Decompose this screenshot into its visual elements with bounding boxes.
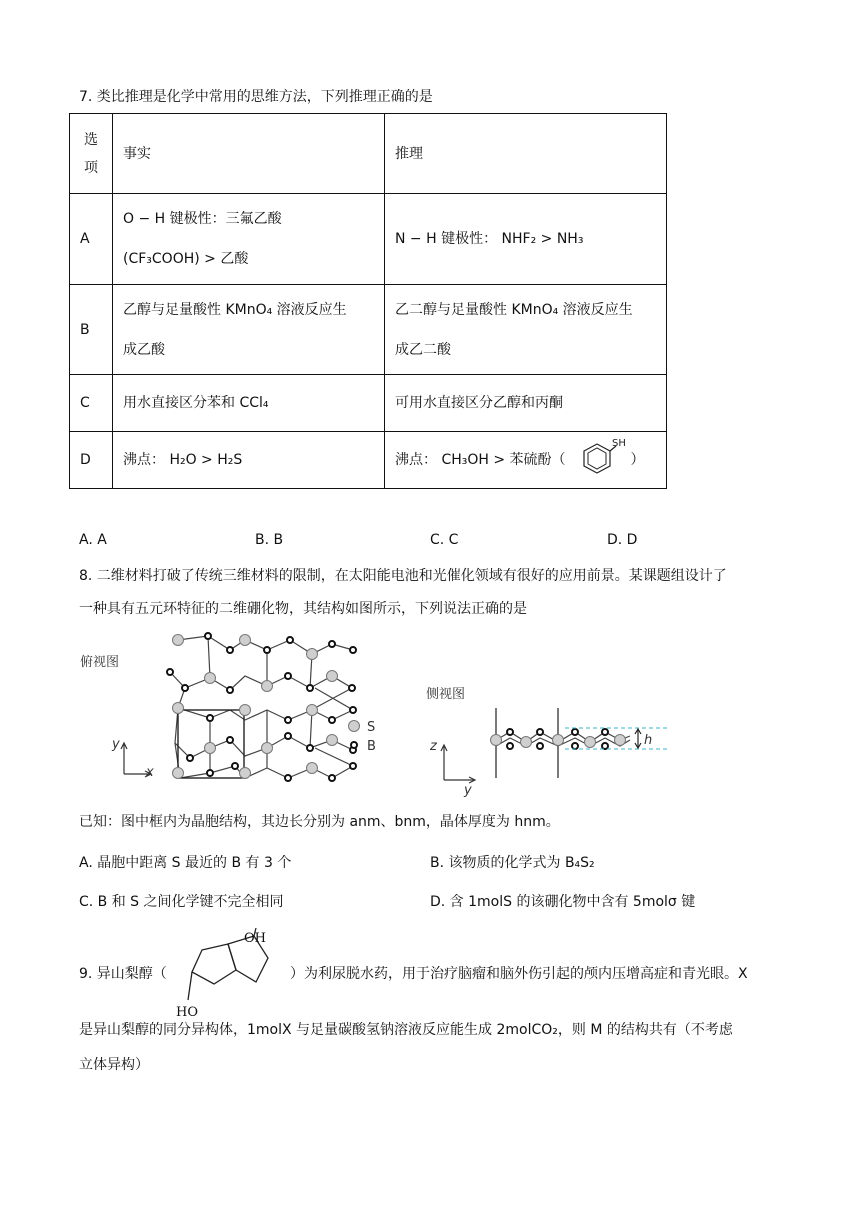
row-d-fact: 沸点： H₂O > H₂S xyxy=(113,432,385,489)
q9-line3: 立体异构） xyxy=(79,1057,149,1073)
row-c-inference: 可用水直接区分乙醇和丙酮 xyxy=(385,375,667,432)
q7-choice-c: C. C xyxy=(430,532,459,548)
row-b-option: B xyxy=(70,285,113,375)
ho-bottom-label: HO xyxy=(176,1005,198,1020)
side-axis-y: y xyxy=(464,783,472,798)
top-axis-x: x xyxy=(146,765,154,780)
q8-choice-a: A. 晶胞中距离 S 最近的 B 有 3 个 xyxy=(79,855,292,871)
q8-known: 已知：图中框内为晶胞结构，其边长分别为 anm、bnm，晶体厚度为 hnm。 xyxy=(79,814,560,830)
q8-choice-d: D. 含 1molS 的该硼化物中含有 5molσ 键 xyxy=(430,894,696,910)
legend-b-marker xyxy=(351,742,357,748)
top-view-lattice xyxy=(170,636,353,778)
sh-label: SH xyxy=(612,438,626,449)
row-c-fact: 用水直接区分苯和 CCl₄ xyxy=(113,375,385,432)
side-view-axes xyxy=(441,745,475,783)
boride-structure-figure xyxy=(70,628,690,798)
thiophenol-structure-icon xyxy=(570,437,626,483)
legend-b-label: B xyxy=(367,739,376,754)
row-c-option: C xyxy=(70,375,113,432)
header-option: 选 项 xyxy=(70,114,113,194)
header-fact: 事实 xyxy=(113,114,385,194)
row-a-fact: O − H 键极性：三氟乙酸 (CF₃COOH) > 乙酸 xyxy=(113,194,385,285)
row-d-inference: 沸点： CH₃OH > 苯硫酚（ SH ） xyxy=(385,432,667,489)
oh-top-label: OH xyxy=(244,931,266,946)
top-axis-y: y xyxy=(112,737,120,752)
q7-choice-b: B. B xyxy=(255,532,284,548)
top-view-label: 俯视图 xyxy=(80,655,120,670)
thickness-h-label: h xyxy=(644,733,653,748)
q8-choice-b: B. 该物质的化学式为 B₄S₂ xyxy=(430,855,595,871)
q9-stem-pre: 9. 异山梨醇（ xyxy=(79,966,167,982)
q8-stem-line1: 8. 二维材料打破了传统三维材料的限制，在太阳能电池和光催化领域有很好的应用前景。某课题组设计了 xyxy=(79,568,727,584)
legend-s-marker xyxy=(349,721,360,732)
thickness-arrow xyxy=(635,729,641,748)
side-view-label: 侧视图 xyxy=(426,687,466,702)
top-view-atoms xyxy=(167,633,356,781)
q9-stem-post: ）为利尿脱水药，用于治疗脑瘤和脑外伤引起的颅内压增高症和青光眼。X xyxy=(290,966,748,982)
legend-s-label: S xyxy=(367,720,376,735)
q8-choice-c: C. B 和 S 之间化学键不完全相同 xyxy=(79,894,284,910)
q7-options-table xyxy=(69,113,667,489)
q8-stem-line2: 一种具有五元环特征的二维硼化物，其结构如图所示，下列说法正确的是 xyxy=(79,601,527,617)
header-inference: 推理 xyxy=(385,114,667,194)
q7-stem: 7. 类比推理是化学中常用的思维方法，下列推理正确的是 xyxy=(79,89,433,105)
side-axis-z: z xyxy=(430,739,437,754)
row-a-inference: N − H 键极性： NHF₂ > NH₃ xyxy=(385,194,667,285)
q7-choice-a: A. A xyxy=(79,532,107,548)
row-d-option: D xyxy=(70,432,113,489)
row-b-inference: 乙二醇与足量酸性 KMnO₄ 溶液反应生 成乙二酸 xyxy=(385,285,667,375)
q7-choice-d: D. D xyxy=(607,532,638,548)
row-a-option: A xyxy=(70,194,113,285)
row-b-fact: 乙醇与足量酸性 KMnO₄ 溶液反应生 成乙酸 xyxy=(113,285,385,375)
isosorbide-structure-icon xyxy=(168,922,290,1020)
q9-line2: 是异山梨醇的同分异构体，1molX 与足量碳酸氢钠溶液反应能生成 2molCO₂，则 M 的结构共有（不考虑 xyxy=(79,1022,733,1038)
